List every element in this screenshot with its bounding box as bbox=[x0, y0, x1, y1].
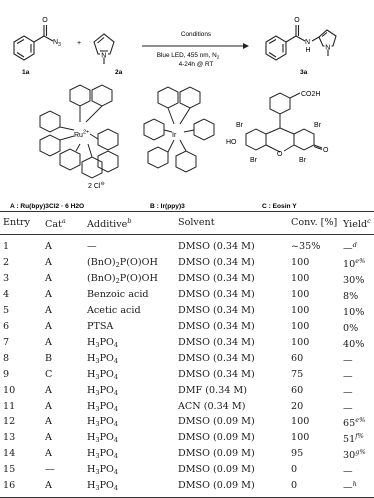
cell-entry: 1 bbox=[3, 241, 10, 252]
conditions-label: Conditions bbox=[180, 31, 212, 38]
cell-solvent: DMSO (0.09 M) bbox=[178, 416, 255, 428]
cell-additive: $H_3PO_4$ bbox=[87, 432, 119, 445]
product-3a-label: 3a bbox=[300, 69, 308, 76]
cell-conv: 100 bbox=[291, 272, 310, 284]
cell-conv: 100 bbox=[291, 288, 310, 300]
cell-conv: 60 bbox=[291, 352, 304, 364]
azide-label: $N_3$ bbox=[53, 39, 61, 48]
eosin-br-bottom-right: Br bbox=[299, 157, 306, 164]
cell-cat: A bbox=[45, 320, 52, 332]
cell-yield: —$^d$ bbox=[343, 241, 357, 254]
cell-cat: C bbox=[45, 368, 53, 380]
carbonyl-o-label: O bbox=[42, 17, 48, 24]
cell-conv: 100 bbox=[291, 256, 310, 268]
header-cat: Cat$^a$ bbox=[45, 217, 66, 230]
cell-additive: $H_3PO_4$ bbox=[87, 416, 119, 429]
cell-additive: $H_3PO_4$ bbox=[87, 384, 119, 397]
cell-yield: —$^h$ bbox=[343, 480, 357, 494]
cell-additive: $(BnO)_2P(O)OH$ bbox=[87, 256, 158, 269]
cell-additive: $H_3PO_4$ bbox=[87, 400, 119, 413]
ir-metal-label: Ir bbox=[172, 132, 177, 139]
cell-entry: 13 bbox=[3, 432, 16, 444]
eosin-br-bottom-left: Br bbox=[250, 157, 257, 164]
cell-yield: $10^{e\%}$ bbox=[343, 256, 366, 270]
cell-yield: — bbox=[343, 386, 353, 398]
cell-cat: A bbox=[45, 288, 52, 300]
cell-cat: A bbox=[45, 384, 52, 396]
conditions-line2: 4-24h @ RT bbox=[178, 61, 214, 68]
arrow-head bbox=[243, 43, 249, 49]
cell-entry: 8 bbox=[3, 352, 10, 364]
cell-entry: 7 bbox=[3, 336, 10, 348]
reactant-2a-label: 2a bbox=[115, 69, 123, 76]
cell-solvent: DMSO (0.34 M) bbox=[178, 336, 255, 348]
cell-conv: 100 bbox=[291, 304, 310, 316]
cell-solvent: DMSO (0.09 M) bbox=[178, 432, 255, 444]
cell-conv: 60 bbox=[291, 384, 304, 396]
product-o-label: O bbox=[294, 17, 300, 24]
header-solvent: Solvent bbox=[178, 217, 215, 228]
cell-additive: $H_3PO_4$ bbox=[87, 448, 119, 461]
cell-cat: A bbox=[45, 448, 52, 460]
cell-conv: 0 bbox=[291, 464, 298, 476]
eosin-ring-o: O bbox=[277, 151, 283, 158]
cell-yield: — bbox=[343, 354, 353, 366]
cell-additive: PTSA bbox=[87, 320, 114, 332]
product-pyrrole-n-label: N bbox=[325, 44, 331, 52]
cell-additive: $H_3PO_4$ bbox=[87, 352, 119, 365]
cell-cat: A bbox=[45, 272, 52, 284]
cell-solvent: DMSO (0.34 M) bbox=[178, 304, 255, 316]
cell-cat: A bbox=[45, 416, 52, 428]
cell-solvent: DMF (0.34 M) bbox=[178, 384, 247, 396]
ru-metal-label: $Ru^{2+}$ bbox=[74, 129, 90, 139]
cell-solvent: ACN (0.34 M) bbox=[178, 400, 246, 412]
header-conv: Conv. [%] bbox=[291, 217, 338, 228]
eosin-acid-label: CO2H bbox=[301, 91, 321, 98]
cell-entry: 12 bbox=[3, 416, 16, 428]
eosin-y-structure bbox=[246, 93, 322, 152]
cell-entry: 4 bbox=[3, 288, 10, 300]
cell-solvent: DMSO (0.34 M) bbox=[178, 256, 255, 268]
cell-cat: A bbox=[45, 432, 52, 444]
cell-entry: 16 bbox=[3, 480, 16, 492]
cell-entry: 9 bbox=[3, 368, 10, 380]
cell-solvent: DMSO (0.34 M) bbox=[178, 320, 255, 332]
cell-conv: 100 bbox=[291, 336, 310, 348]
product-n-label: N bbox=[305, 39, 311, 46]
table-top-rule bbox=[0, 211, 374, 212]
cell-cat: A bbox=[45, 241, 52, 252]
cell-solvent: DMSO (0.34 M) bbox=[178, 368, 255, 380]
cell-cat: A bbox=[45, 336, 52, 348]
cell-yield: 0% bbox=[343, 322, 359, 334]
reactant-1a-label: 1a bbox=[22, 69, 30, 76]
cell-yield: $30^{g\%}$ bbox=[343, 448, 366, 462]
cell-cat: A bbox=[45, 400, 52, 412]
catalyst-a-caption: A : Ru(bpy)3Cl2 · 6 H2O bbox=[10, 203, 85, 210]
cell-cat: A bbox=[45, 480, 52, 492]
cell-entry: 3 bbox=[3, 272, 10, 284]
catalyst-c-caption: C : Eosin Y bbox=[262, 203, 297, 210]
cell-yield: $65^{e\%}$ bbox=[343, 416, 366, 430]
product-structure bbox=[266, 25, 336, 60]
cell-conv: ~35% bbox=[291, 241, 321, 252]
cell-yield: 8% bbox=[343, 290, 359, 302]
cell-entry: 6 bbox=[3, 320, 10, 332]
cell-additive: — bbox=[87, 241, 97, 252]
header-entry: Entry bbox=[3, 217, 31, 228]
header-yield: Yield$^c$ bbox=[343, 217, 371, 230]
catalyst-b-caption: B : Ir(ppy)3 bbox=[150, 203, 185, 210]
eosin-keto-o: O bbox=[323, 147, 329, 154]
cell-conv: 100 bbox=[291, 416, 310, 428]
ir-ppy-structure bbox=[144, 87, 214, 172]
cell-solvent: DMSO (0.09 M) bbox=[178, 448, 255, 460]
cell-entry: 2 bbox=[3, 256, 10, 268]
eosin-br-top-right: Br bbox=[314, 122, 321, 129]
cell-cat: — bbox=[45, 464, 55, 476]
cell-entry: 14 bbox=[3, 448, 16, 460]
cell-additive: Benzoic acid bbox=[87, 288, 149, 300]
cell-conv: 20 bbox=[291, 400, 304, 412]
cell-additive: Acetic acid bbox=[87, 304, 141, 316]
cell-yield: 40% bbox=[343, 338, 365, 350]
cell-yield: — bbox=[343, 402, 353, 414]
catalyst-structures bbox=[0, 84, 374, 212]
cell-solvent: DMSO (0.34 M) bbox=[178, 288, 255, 300]
cell-solvent: DMSO (0.34 M) bbox=[178, 352, 255, 364]
header-additive: Additive$^b$ bbox=[87, 217, 132, 230]
cell-yield: — bbox=[343, 466, 353, 478]
table-header-rule bbox=[0, 234, 374, 235]
cell-solvent: DMSO (0.09 M) bbox=[178, 464, 255, 476]
pyrrole-n-label: N bbox=[101, 52, 107, 60]
cell-solvent: DMSO (0.34 M) bbox=[178, 272, 255, 284]
counterion-label: 2 Cl⊖ bbox=[88, 182, 105, 190]
cell-yield: $51^{f\%}$ bbox=[343, 432, 364, 446]
cell-conv: 100 bbox=[291, 432, 310, 444]
cell-entry: 15 bbox=[3, 464, 16, 476]
cell-cat: B bbox=[45, 352, 53, 364]
cell-yield: 30% bbox=[343, 274, 365, 286]
cell-yield: — bbox=[343, 370, 353, 382]
cell-solvent: DMSO (0.34 M) bbox=[178, 241, 255, 252]
n-methylpyrrole-structure bbox=[94, 34, 114, 64]
cell-entry: 11 bbox=[3, 400, 16, 412]
cell-entry: 5 bbox=[3, 304, 10, 316]
cell-additive: $H_3PO_4$ bbox=[87, 368, 119, 381]
cell-additive: $(BnO)_2P(O)OH$ bbox=[87, 272, 158, 285]
cell-conv: 95 bbox=[291, 448, 304, 460]
cell-additive: $H_3PO_4$ bbox=[87, 464, 119, 477]
cell-entry: 10 bbox=[3, 384, 16, 396]
cell-cat: A bbox=[45, 256, 52, 268]
cell-conv: 0 bbox=[291, 480, 298, 492]
cell-cat: A bbox=[45, 304, 52, 316]
cell-conv: 75 bbox=[291, 368, 304, 380]
product-h-label: H bbox=[305, 47, 311, 54]
cell-conv: 100 bbox=[291, 320, 310, 332]
benzoyl-azide-structure bbox=[14, 25, 53, 60]
eosin-br-top-left: Br bbox=[236, 122, 243, 129]
cell-additive: $H_3PO_4$ bbox=[87, 480, 119, 493]
eosin-ho-label: HO bbox=[226, 139, 237, 146]
cell-yield: 10% bbox=[343, 306, 365, 318]
reaction-scheme bbox=[0, 0, 374, 82]
cell-additive: $H_3PO_4$ bbox=[87, 336, 119, 349]
plus-sign: + bbox=[77, 40, 82, 47]
conditions-line1: Blue LED, 455 nm, $N_2$ bbox=[156, 52, 220, 60]
cell-solvent: DMSO (0.09 M) bbox=[178, 480, 255, 492]
